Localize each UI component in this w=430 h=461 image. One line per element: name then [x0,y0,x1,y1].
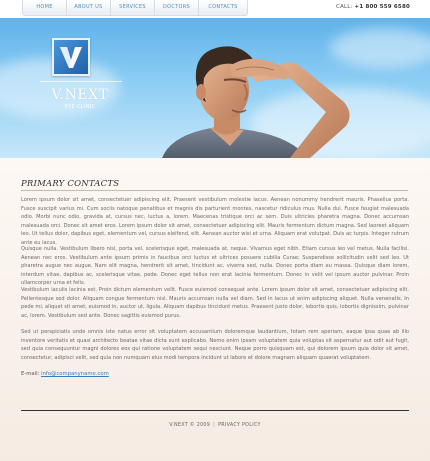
copyright-text: V.NEXT © 2009 [169,423,211,428]
brand-name[interactable]: V.NEXT [51,87,109,103]
footer-divider [21,410,409,411]
email-label: E-mail: [21,371,40,377]
main-nav [22,0,248,16]
email-row [21,371,109,377]
paragraph-2: Quisque nulla. Vestibulum libero nisl, porta vel, scelerisque eget, malesuada at, neque. Vivamus eget nibh. Etiam cursus leo vel metus. Nulla facilisi. Aenean nec eros. Vestibulum ante ipsum primis in faucibus orci luctus et ultrices posuere cubilia Curae; Suspendisse sollicitudin velit sed leo. Ut pharetra augue nec augue. Nam elit magna, hendrerit sit amet, tincidunt ac, viverra sed, nulla. Donec porta diam eu massa. Quisque diam lorem, interdum vitae, dapibus ac, scelerisque vitae, pede. Donec eget tellus non erat lacinia fermentum. Donec in velit vel ipsum auctor pulvinar. Proin ullamcorper urna et felis. [21,246,409,286]
hero-man-image [140,18,380,158]
paragraph-1: Lorem ipsum dolor sit amet, consectetuer adipiscing elit. Praesent vestibulum molestie lacus. Aenean nonummy hendrerit mauris. Phasellus porta. Fusce suscipit varius mi. Cum sociis natoque penatibus et magnis dis parturient montes, nascetur ridiculus mus. Nulla dui. Fusce feugiat malesuada odio. Morbi nunc odio, gravida at, cursus nec, luctus a, lorem. Maecenas tristique orci ac sem. Duis ultricies pharetra magna. Donec accumsan malesuada orci. Donec sit amet eros. Lorem ipsum dolor sit amet, consectetuer adipiscing elit. Mauris fermentum dictum magna. Sed laoreet aliquam leo. Ut tellus dolor, dapibus eget, elementum vel, cursus eleifend, elit. Aenean auctor wisi et urna. Aliquam erat volutpat. Duis ac turpis. Integer rutrum ante eu lacus. [21,197,409,246]
paragraph-3: Vestibulum iaculis lacinia est. Proin dictum elementum velit. Fusce euismod consequat ante. Lorem ipsum dolor sit amet, consectetuer adipiscing elit. Pellentesque sed dolor. Aliquam congue fermentum nisl. Mauris accumsan nulla vel diam. Sed in lacus ut enim adipiscing aliquet. Nulla venenatis. In pede mi, aliquet sit amet, euismod in, auctor ut, ligula. Aliquam dapibus tincidunt metus. Praesent justo dolor, lobortis quis, lobortis dignissim, pulvinar ac, lorem. Vestibulum sed ante. Donec sagittis euismod purus. [21,287,409,319]
logo-divider [40,81,122,82]
nav-about-us[interactable]: ABOUT US [67,0,111,15]
header-banner [0,18,430,158]
phone-number: +1 800 559 6580 [354,4,410,10]
privacy-policy-link[interactable]: PRIVACY POLICY [218,423,261,428]
paragraph-4: Sed ut perspiciatis unde omnis iste natus error sit voluptatem accusantium doloremque laudantium, totam rem aperiam, eaque ipsa quae ab illo inventore veritatis et quasi architecto beatae vitae dicta sunt explicabo. Nemo enim ipsam voluptatem quia voluptas sit aspernatur aut odit aut fugit, sed quia consequuntur magni dolores eos qui ratione voluptatem sequi nesciunt. Neque porro quisquam est, qui dolorem ipsum quia dolor sit amet, consectetur, adipisci velit, sed quia non numquam eius modi tempora incidunt ut labore et dolore magnam aliquam quaerat voluptatem. [21,329,409,361]
phone-prefix: CALL: [336,4,353,10]
title-divider [21,190,408,191]
phone-info [336,4,410,10]
footer-separator: | [213,423,216,428]
page-title: PRIMARY CONTACTS [21,179,120,189]
top-bar [0,0,430,18]
brand-tagline: EYE CLINIC [64,104,96,110]
nav-doctors[interactable]: DOCTORS [155,0,199,15]
footer [0,423,430,428]
nav-services[interactable]: SERVICES [111,0,155,15]
nav-contacts[interactable]: CONTACTS [208,4,238,10]
email-link[interactable]: info@companyname.com [41,371,109,377]
nav-home[interactable]: HOME [23,0,67,15]
logo-icon[interactable] [52,38,90,76]
